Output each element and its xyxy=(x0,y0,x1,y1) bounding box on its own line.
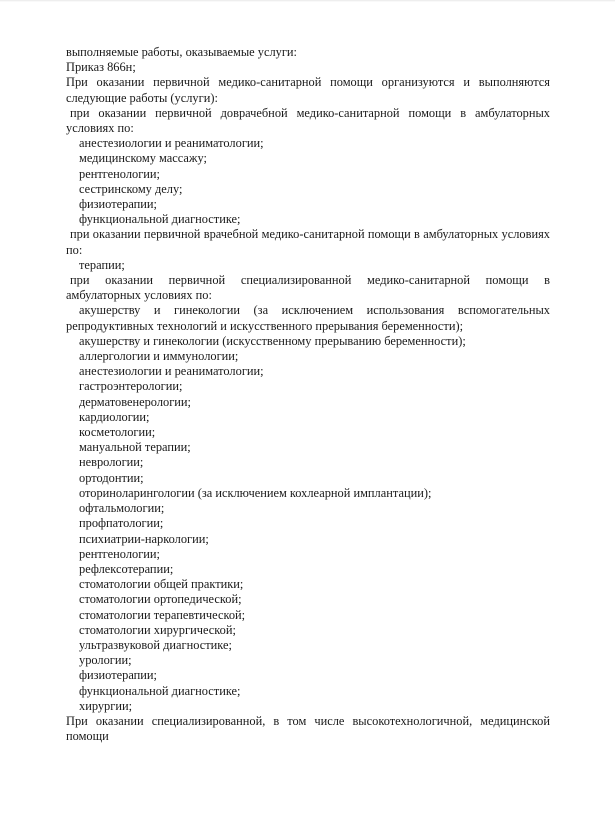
page-top-edge xyxy=(0,0,615,2)
document-line: профпатологии; xyxy=(79,516,164,531)
document-line: функциональной диагностике; xyxy=(79,212,241,227)
document-line: хирургии; xyxy=(79,698,133,713)
document-line: неврологии; xyxy=(79,455,144,470)
document-line: При оказании специализированной, в том числе высокотехнологичной, медицинской помощи xyxy=(66,713,550,744)
document-line: психиатрии-наркологии; xyxy=(79,531,209,546)
document-line: сестринскому делу; xyxy=(79,181,183,196)
document-line: при оказании первичной специализированной медико-санитарной помощи в амбулаторных условиях по: xyxy=(66,273,550,303)
document-line: рефлексотерапии; xyxy=(79,561,174,576)
document-line: гастроэнтерологии; xyxy=(79,379,183,394)
document-line: при оказании первичной доврачебной медико-санитарной помощи в амбулаторных условиях по: xyxy=(66,105,550,136)
document-line: рентгенологии; xyxy=(79,546,160,561)
document-line: функциональной диагностике; xyxy=(79,683,241,698)
document-line: стоматологии терапевтической; xyxy=(79,607,246,622)
document-line: ортодонтии; xyxy=(79,470,144,485)
document-line: физиотерапии; xyxy=(79,197,157,212)
document-line: медицинскому массажу; xyxy=(79,151,207,166)
document-line: дерматовенерологии; xyxy=(79,394,191,409)
document-line: аллергологии и иммунологии; xyxy=(79,349,239,364)
document-line: ультразвуковой диагностике; xyxy=(79,637,232,652)
document-line: мануальной терапии; xyxy=(79,440,191,455)
document-line: стоматологии ортопедической; xyxy=(79,592,242,607)
document-line: При оказании первичной медико-санитарной помощи организуются и выполняются следующие работы (услуги): xyxy=(66,75,550,105)
document-line: кардиологии; xyxy=(79,409,150,424)
document-line: стоматологии хирургической; xyxy=(79,622,236,637)
document-line: офтальмологии; xyxy=(79,501,165,516)
document-line: анестезиологии и реаниматологии; xyxy=(79,136,264,151)
document-line: оториноларингологии (за исключением кохлеарной имплантации); xyxy=(79,485,432,500)
document-line: косметологии; xyxy=(79,425,156,440)
document-line: рентгенологии; xyxy=(79,166,160,181)
document-line: физиотерапии; xyxy=(79,668,157,683)
document-line: анестезиологии и реаниматологии; xyxy=(79,364,264,379)
document-line: урологии; xyxy=(79,653,132,668)
document-text xyxy=(66,45,550,744)
document-line: выполняемые работы, оказываемые услуги: xyxy=(66,45,298,59)
document-line: терапии; xyxy=(79,257,125,272)
document-line: при оказании первичной врачебной медико-санитарной помощи в амбулаторных условиях по: xyxy=(66,227,550,257)
document-line: акушерству и гинекологии (за исключением использования вспомогательных репродуктивных технологий и искусственного прерывания беременности); xyxy=(66,303,550,333)
document-line: Приказ 866н; xyxy=(66,60,136,75)
document-line: стоматологии общей практики; xyxy=(79,577,244,592)
document-line: акушерству и гинекологии (искусственному прерыванию беременности); xyxy=(79,333,466,348)
